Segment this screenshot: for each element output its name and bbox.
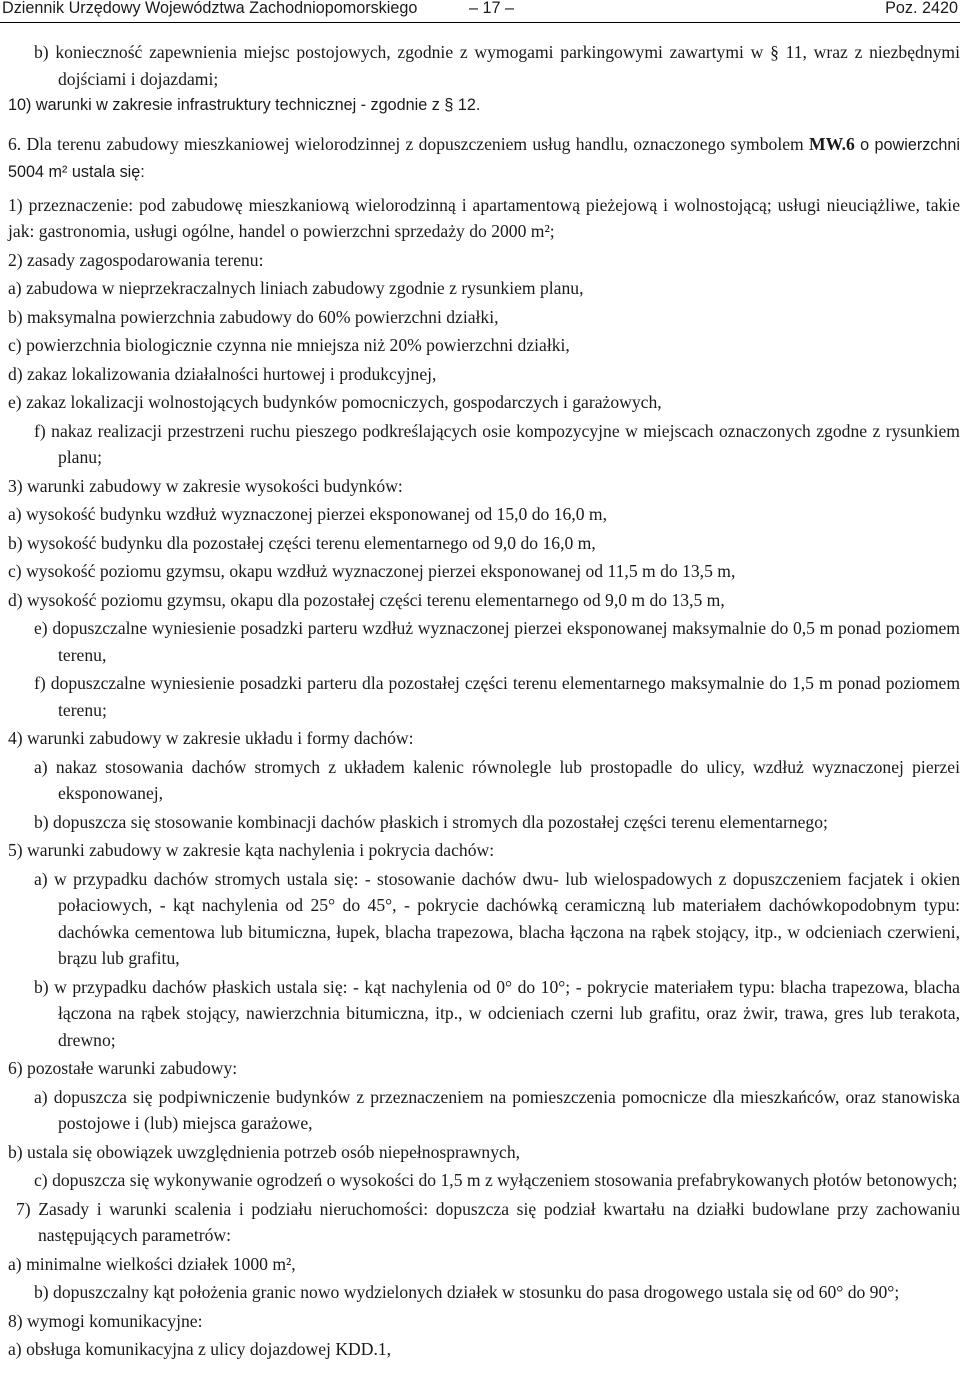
item-1 [8,192,960,245]
item-7: 7) Zasady i warunki scalenia i podziału nieruchomości: dopuszcza się podział kwartału na działki budowlane przy zachowaniu następujących parametrów: [16,1198,960,1245]
item-2c: c) powierzchnia biologicznie czynna nie mniejsza niż 20% powierzchni działki, [8,335,570,355]
item-6: 6) pozostałe warunki zabudowy: [8,1058,238,1078]
zone-symbol: MW.6 [809,133,855,154]
position-number: Poz. 2420 [885,0,958,17]
item-1-text: 1) przeznaczenie: pod zabudowę mieszkaniową wielorodzinną i apartamentową pieżejową i wolnostojącą; usługi nieuciążliwe, takie jak: gastronomia, usługi ogólne, handel o powierzchni sprzedaży do 2000 m²; [8,194,960,241]
item-2e: e) zakaz lokalizacji wolnostojących budynków pomocniczych, gospodarczych i garażowych, [8,392,662,412]
item-4b: b) dopuszcza się stosowanie kombinacji dachów płaskich i stromych dla pozostałej części terenu elementarnego; [34,811,828,832]
item-3a: a) wysokość budynku wzdłuż wyznaczonej pierzei eksponowanej od 15,0 do 16,0 m, [8,504,608,524]
item-6b: b) ustala się obowiązek uwzględnienia potrzeb osób niepełnosprawnych, [8,1141,521,1162]
section-6-area: o powierzchni 5004 m² ustala się: [8,135,960,181]
paragraph-b-parking: b) konieczność zapewnienia miejsc postojowych, zgodnie z wymogami parkingowymi zawartymi w § 11, wraz z niezbędnymi dojściami i dojazdami; [34,42,960,89]
item-2d: d) zakaz lokalizowania działalności hurtowej i produkcyjnej, [8,363,437,384]
paragraph-10: 10) warunki w zakresie infrastruktury technicznej - zgodnie z § 12. [8,96,481,114]
item-3e: e) dopuszczalne wyniesienie posadzki parteru wzdłuż wyznaczonej pierzei eksponowanej maksymalnie do 0,5 m ponad poziomem terenu, [34,618,960,665]
item-6c: c) dopuszcza się wykonywanie ogrodzeń o wysokości do 1,5 m z wyłączeniem stosowania prefabrykowanych płotów betonowych; [34,1170,958,1190]
journal-title: Dziennik Urzędowy Województwa Zachodniopomorskiego [2,0,418,17]
item-5b: b) w przypadku dachów płaskich ustala się: - kąt nachylenia od 0° do 10°; - pokrycie materiałem typu: blacha trapezowa, blacha łączona na rąbek stojący, nawierzchnia bitumiczna, itp., w odcieniach czerni lub grafitu, oraz żwir, trawa, gres lub terakota, drewno; [34,976,960,1050]
item-2a: a) zabudowa w nieprzekraczalnych liniach zabudowy zgodnie z rysunkiem planu, [8,278,584,298]
item-3: 3) warunki zabudowy w zakresie wysokości budynków: [8,475,403,496]
item-8: 8) wymogi komunikacyjne: [8,1310,203,1331]
section-6-text: 6. Dla terenu zabudowy mieszkaniowej wielorodzinnej z dopuszczeniem usług handlu, oznaczonego symbolem [8,133,809,154]
item-3d: d) wysokość poziomu gzymsu, okapu dla pozostałej części terenu elementarnego od 9,0 m do 13,5 m, [8,589,725,610]
item-7b: b) dopuszczalny kąt położenia granic nowo wydzielonych działek w stosunku do pasa drogowego ustala się od 60° do 90°; [34,1282,900,1302]
item-4: 4) warunki zabudowy w zakresie układu i formy dachów: [8,728,414,748]
document-body [8,39,960,1365]
item-3c: c) wysokość poziomu gzymsu, okapu wzdłuż wyznaczonej pierzei eksponowanej od 11,5 m do 13,5 m, [8,561,736,581]
section-6-intro [8,131,960,186]
item-4a: a) nakaz stosowania dachów stromych z układem kalenic równolegle lub prostopadle do ulicy, wzdłuż wyznaczonej pierzei eksponowanej, [34,756,960,803]
item-6a: a) dopuszcza się podpiwniczenie budynków z przeznaczeniem na pomieszczenia pomocnicze dla mieszkańców, oraz stanowiska postojowe i (lub) miejsca garażowe, [34,1086,960,1133]
page-number: – 17 – [469,0,515,17]
item-8a: a) obsługa komunikacyjna z ulicy dojazdowej KDD.1, [8,1339,392,1359]
item-2b: b) maksymalna powierzchnia zabudowy do 60% powierzchni działki, [8,306,499,327]
item-2: 2) zasady zagospodarowania terenu: [8,249,264,270]
item-5a: a) w przypadku dachów stromych ustala się: - stosowanie dachów dwu- lub wielospadowych z dopuszczeniem facjatek i okien połaciowych, - kąt nachylenia od 25° do 45°, - pokrycie dachówką ceramiczną lub materiałem dachówkopodobnym typu: dachówka cementowa lub bitumiczna, łupek, blacha trapezowa, blacha łączona na rąbek stojący, itp., w odcieniach czerwieni, brązu lub grafitu, [34,868,960,968]
item-5: 5) warunki zabudowy w zakresie kąta nachylenia i pokrycia dachów: [8,840,495,860]
item-7a: a) minimalne wielkości działek 1000 m², [8,1253,296,1274]
page-header [0,0,960,23]
item-2f: f) nakaz realizacji przestrzeni ruchu pieszego podkreślających osie kompozycyjne w miejscach oznaczonych zgodne z rysunkiem planu; [34,420,960,467]
item-3b: b) wysokość budynku dla pozostałej części terenu elementarnego od 9,0 do 16,0 m, [8,532,596,553]
item-3f: f) dopuszczalne wyniesienie posadzki parteru dla pozostałej części terenu elementarnego maksymalnie do 1,5 m ponad poziomem terenu; [34,673,960,720]
